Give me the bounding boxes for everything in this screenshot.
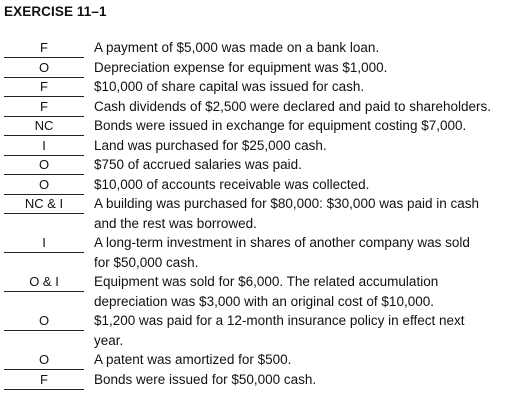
description-line: $10,000 of share capital was issued for cash. <box>94 79 365 94</box>
item-description <box>94 350 526 370</box>
answer-blank: F <box>4 38 84 58</box>
description-line: depreciation was $3,000 with an original cost of $10,000. <box>94 293 434 309</box>
description-line: A long-term investment in shares of another company was sold <box>94 235 470 250</box>
item-description <box>94 155 526 175</box>
answer-blank: NC & I <box>4 194 84 214</box>
item-description <box>94 370 526 390</box>
item-description <box>94 97 526 117</box>
item-description <box>94 194 526 233</box>
answer-blank: NC <box>4 116 84 136</box>
description-line: A patent was amortized for $500. <box>94 352 292 367</box>
answer-blank: I <box>4 233 84 253</box>
item-description <box>94 58 526 78</box>
answer-blank: O <box>4 350 84 370</box>
description-line: Depreciation expense for equipment was $1,000. <box>94 59 388 75</box>
item-description <box>94 233 526 272</box>
item-description <box>94 311 526 350</box>
description-line: for $50,000 cash. <box>94 254 199 270</box>
answer-blank: O <box>4 58 84 78</box>
item-description <box>94 38 526 58</box>
item-description <box>94 272 526 311</box>
description-line: Equipment was sold for $6,000. The related accumulation <box>94 274 439 289</box>
description-line: Bonds were issued in exchange for equipment costing $7,000. <box>94 118 467 133</box>
description-line: $1,200 was paid for a 12-month insurance policy in effect next <box>94 313 465 328</box>
answer-blank: F <box>4 370 84 390</box>
answer-blank: O <box>4 175 84 195</box>
description-line: Bonds were issued for $50,000 cash. <box>94 371 317 387</box>
description-line: A payment of $5,000 was made on a bank loan. <box>94 40 380 55</box>
description-line: Land was purchased for $25,000 cash. <box>94 137 327 153</box>
description-line: $10,000 of accounts receivable was collected. <box>94 176 370 192</box>
answer-blank: F <box>4 77 84 97</box>
description-line: $750 of accrued salaries was paid. <box>94 157 302 172</box>
answer-blank: O <box>4 311 84 331</box>
description-line: A building was purchased for $80,000: $30,000 was paid in cash <box>94 196 480 211</box>
item-description <box>94 77 526 97</box>
answer-blank: O <box>4 155 84 175</box>
description-line: and the rest was borrowed. <box>94 215 257 231</box>
answer-blank: I <box>4 136 84 156</box>
description-line: Cash dividends of $2,500 were declared and paid to shareholders. <box>94 98 492 114</box>
answer-blank: F <box>4 97 84 117</box>
item-description <box>94 136 526 156</box>
exercise-title: EXERCISE 11–1 <box>4 4 107 19</box>
description-line: year. <box>94 332 124 348</box>
answer-blank: O & I <box>4 272 84 292</box>
item-description <box>94 175 526 195</box>
item-description <box>94 116 526 136</box>
